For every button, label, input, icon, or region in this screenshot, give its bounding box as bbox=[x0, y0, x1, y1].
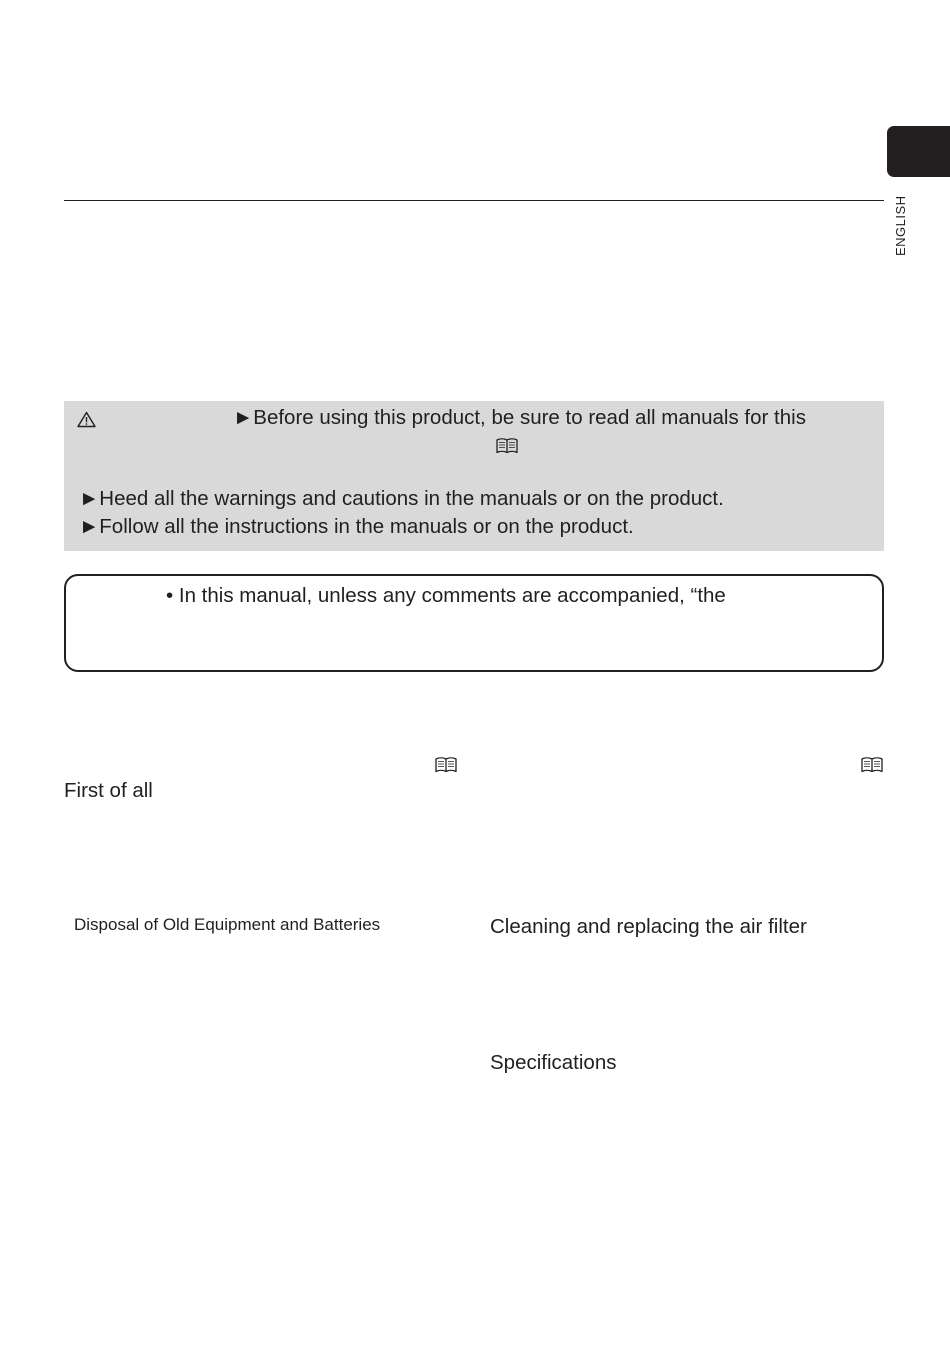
warning-line-heed-warnings: ►Heed all the warnings and cautions in the manuals or on the product. bbox=[79, 487, 724, 510]
section-air-filter: Cleaning and replacing the air filter bbox=[490, 915, 807, 938]
book-icon bbox=[434, 756, 458, 774]
warning-line-read-manuals: ►Before using this product, be sure to read all manuals for this bbox=[233, 406, 806, 429]
section-disposal: Disposal of Old Equipment and Batteries bbox=[74, 915, 381, 934]
book-icon bbox=[495, 437, 519, 455]
note-line: • In this manual, unless any comments are accompanied, “the bbox=[166, 584, 726, 607]
warning-line-follow-instructions: ►Follow all the instructions in the manuals or on the product. bbox=[79, 515, 634, 538]
note-box bbox=[64, 574, 884, 672]
book-icon bbox=[860, 756, 884, 774]
warning-triangle-icon bbox=[77, 411, 96, 433]
section-first-of-all: First of all bbox=[64, 779, 153, 802]
language-label: ENGLISH bbox=[893, 195, 908, 256]
header-rule bbox=[64, 200, 884, 201]
language-tab-marker bbox=[887, 126, 950, 177]
warning-box bbox=[64, 401, 884, 551]
section-specifications: Specifications bbox=[490, 1051, 617, 1074]
